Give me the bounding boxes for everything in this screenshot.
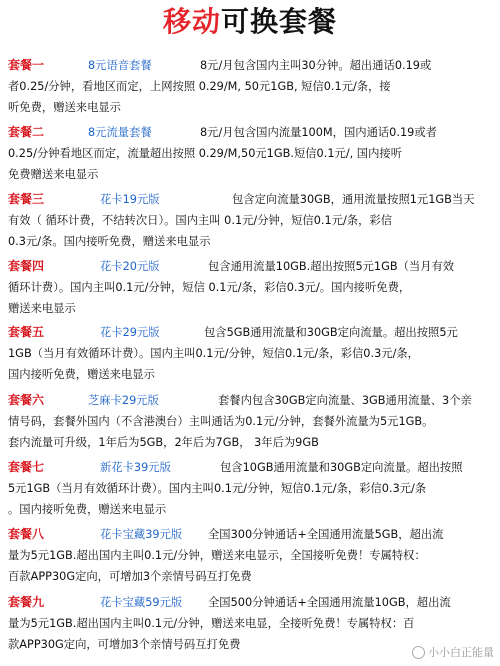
watermark (412, 644, 494, 660)
plan-description-line: 1GB（当月有效循环计费）。国内主叫0.1元/分钟，短信0.1元/条，彩信0.3元/条， (8, 347, 419, 360)
plan-description: 套餐内包含30GB定向流量、3GB通用流量、3个亲 (218, 394, 472, 407)
plan-package-name: 花卡19元版 (100, 193, 160, 206)
plan-package-name: 芝麻卡29元版 (88, 394, 159, 407)
plan-name: 套餐七 (8, 460, 45, 474)
plan-package-name: 8元流量套餐 (88, 126, 152, 139)
plan-description: 包含定向流量30GB，通用流量按照1元1GB当天 (232, 193, 475, 206)
plan-description-line: 量为5元1GB.超出国内主叫0.1元/分钟，赠送来电显示，全国接听免费！专属特权： (8, 549, 426, 562)
plan-description-line: 百款APP30G定向，可增加3个亲情号码互打免费 (8, 570, 252, 583)
plan-first-line (8, 322, 494, 343)
plan-name: 套餐五 (8, 325, 45, 339)
plan-first-line (8, 256, 494, 277)
plan-description-line: 国内接听免费，赠送来电显示 (8, 368, 155, 381)
plan-description-line: 套内流量可升级，1年后为5GB，2年后为7GB， 3年后为9GB (8, 436, 319, 449)
plan-first-line (8, 122, 494, 143)
plan-item (8, 457, 494, 520)
plan-description-line: 款APP30G定向，可增加3个亲情号码互打免费 (8, 638, 241, 651)
plan-name: 套餐八 (8, 527, 45, 541)
plan-first-line (8, 457, 494, 478)
page-title-highlight: 移动 (162, 5, 221, 38)
page-title-rest: 可换套餐 (221, 5, 338, 38)
plan-name: 套餐一 (8, 58, 45, 72)
plan-description: 8元/月包含国内流量100M，国内通话0.19或者 (200, 126, 437, 139)
plan-description: 全国300分钟通话+全国通用流量5GB，超出流 (208, 528, 444, 541)
plan-description-line: 赠送来电显示 (8, 302, 76, 315)
plan-description: 包含10GB通用流量和30GB定向流量。超出按照 (220, 461, 463, 474)
plan-description: 包含通用流量10GB.超出按照5元1GB（当月有效 (208, 260, 455, 273)
plan-name: 套餐四 (8, 259, 45, 273)
watermark-logo-icon (412, 646, 425, 659)
plan-package-name: 花卡宝藏59元版 (100, 596, 183, 609)
plan-description-line: 循环计费）。国内主叫0.1元/分钟，短信 0.1元/条，彩信0.3元/。国内接听免费， (8, 281, 411, 294)
plan-first-line (8, 55, 494, 76)
plan-package-name: 花卡29元版 (100, 326, 160, 339)
plan-package-name: 新花卡39元版 (100, 461, 171, 474)
plan-name: 套餐二 (8, 125, 45, 139)
page-title (0, 4, 500, 40)
plan-package-name: 8元语音套餐 (88, 59, 152, 72)
plan-item (8, 390, 494, 453)
plan-description-line: 0.3元/条。国内接听免费，赠送来电显示 (8, 235, 211, 248)
plan-package-name: 花卡20元版 (100, 260, 160, 273)
plan-item (8, 322, 494, 385)
plan-item (8, 55, 494, 118)
watermark-text: 小小白正能量 (428, 646, 494, 659)
plan-description: 8元/月包含国内主叫30分钟。超出通话0.19或 (200, 59, 432, 72)
plan-description-line: 免费赠送来电显示 (8, 168, 99, 181)
plan-description-line: 量为5元1GB.超出国内主叫0.1元/分钟，赠送来电显，全接听免费！专属特权：百 (8, 617, 415, 630)
plan-first-line (8, 390, 494, 411)
plan-first-line (8, 592, 494, 613)
plan-name: 套餐三 (8, 192, 45, 206)
plan-item (8, 122, 494, 185)
plan-name: 套餐九 (8, 595, 45, 609)
plan-description: 包含5GB通用流量和30GB定向流量。超出按照5元 (204, 326, 458, 339)
plan-description-line: 5元1GB（当月有效循环计费）。国内主叫0.1元/分钟，短信0.1元/条，彩信0.3元/条 (8, 482, 427, 495)
plan-item (8, 189, 494, 252)
plan-description-line: 听免费，赠送来电显示 (8, 101, 121, 114)
plan-description-line: 。国内接听免费，赠送来电显示 (8, 503, 167, 516)
plan-item (8, 524, 494, 587)
plan-description-line: 者0.25/分钟，看地区而定，上网按照 0.29/M, 50元1GB, 短信0.1元/条，接 (8, 80, 391, 93)
plan-name: 套餐六 (8, 393, 45, 407)
plan-description-line: 有效（ 循环计费，不结转次日）。国内主叫 0.1元/分钟，短信0.1元/条，彩信 (8, 214, 392, 227)
plan-description-line: 0.25/分钟看地区而定，流量超出按照 0.29/M,50元1GB.短信0.1元/, 国内接听 (8, 147, 402, 160)
plan-item (8, 256, 494, 319)
plan-description: 全国500分钟通话+全国通用流量10GB，超出流 (208, 596, 451, 609)
plan-description-line: 情号码，套餐外国内（不含港澳台）主叫通话为0.1元/分钟，套餐外流量为5元1GB。 (8, 415, 434, 428)
plan-first-line (8, 189, 494, 210)
plan-package-name: 花卡宝藏39元版 (100, 528, 183, 541)
plan-first-line (8, 524, 494, 545)
